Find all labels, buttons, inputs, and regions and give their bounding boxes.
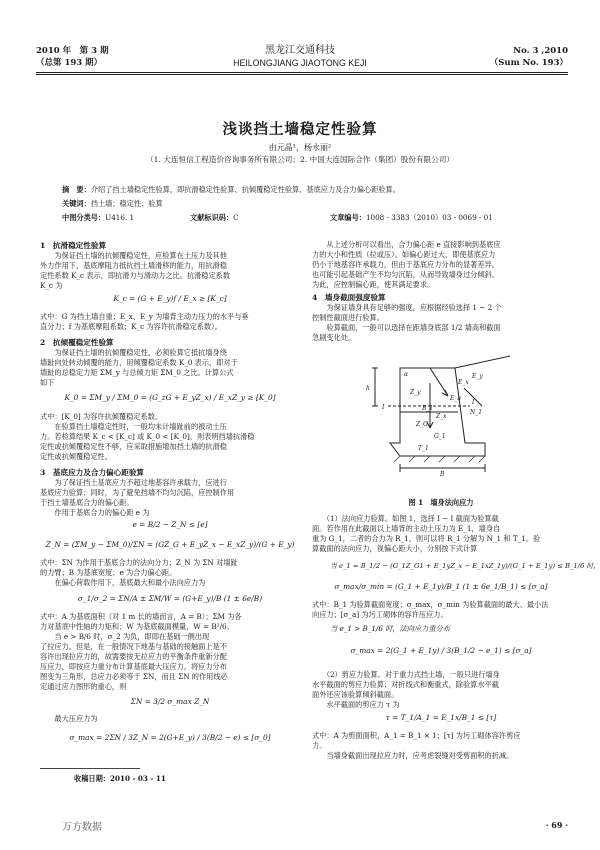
footnote-rule — [40, 768, 140, 769]
text-line: 直分力；f 为基底摩阻系数；K_c 为容许抗滑稳定系数）。 — [40, 322, 222, 331]
equation-2: K_0 = ΣM_y / ΣM_0 = (G_zG + E_yZ_x) / E_xZ_y ≥ [K_0] — [64, 393, 276, 402]
equation-10: σ_max = 2(G_1 + E_1y) / 3(B_1/2 − e_1) ≤ [σ_a] — [350, 646, 532, 655]
text-line: 当 e > B/6 时，σ_2 为负，即即在基础一侧出现 — [40, 632, 210, 641]
text-line: 作用于基底合力的偏心距 e 为 — [40, 508, 150, 517]
right-intro — [312, 240, 570, 290]
text-line: 定性或抗倾覆稳定性不够，应采取措施增加挡土墙的抗滑稳 — [40, 442, 227, 451]
section-1-body — [40, 251, 300, 291]
text-line: 力的大小和性质（拉或压）。如偏心距过大，即使基底应力 — [312, 250, 496, 259]
header-sum-no: （Sum No. 193） — [489, 58, 568, 68]
text-line: 压应力，即按应力重分布计算基底最大压应力，将应力分布 — [40, 662, 227, 671]
text-line: 式中：[K_0] 为容许抗倾覆稳定系数。 — [40, 412, 163, 421]
section-2-notes — [40, 412, 300, 462]
text-line: 了拉应力。但是，在一般情况下地基与基础的接触面上是不 — [40, 642, 227, 651]
document-code — [190, 213, 239, 223]
text-line: 向应力；[σ_a] 为圬工砌体的容许压应力。 — [312, 610, 448, 619]
text-line: 容许出现拉应力的，故需要按无拉应力的平衡条件重新分配 — [40, 652, 227, 661]
clc-label: 中图分类号： — [62, 213, 106, 222]
text-line: 为保证墙身具有足够的强度，应根据经验选择 1 ~ 2 个 — [312, 303, 502, 312]
section-1-title: 1 抗滑稳定性验算 — [40, 241, 107, 250]
normal-stress-notes — [312, 600, 570, 620]
text-line: 当墙身截面出现拉应力时，应考虑裂缝对受剪面积的折减。 — [312, 751, 514, 760]
text-line: 验算截面，一般可以选择在距墙身底部 1/2 墙高和截面 — [312, 323, 501, 332]
equation-9: σ_max/σ_min = (G_1 + E_1y)/B_1 (1 ± 6e_1/B_1) ≤ [σ_a] — [334, 582, 548, 591]
label-g1: G_1 — [434, 433, 446, 440]
text-line: 式中：A 为剪面面积，A_1 = B_1 × 1；[τ] 为圬工砌体容许剪应 — [312, 731, 521, 740]
text-line: 外力作用下，基底摩阻力抵抗挡土墙滑移的能力，用抗滑稳 — [40, 261, 227, 270]
text-line: （2）剪应力验算。对于重力式挡土墙，一般只进行墙身 — [312, 670, 500, 679]
force-arrow-ea — [430, 368, 448, 396]
label-ex: E_x — [458, 379, 469, 386]
keywords-label: 关键词： — [62, 199, 91, 208]
equation-8: 当 e_1 = B_1/2 − (G_1Z_G1 + E_1yZ_x − E_1xZ_1y)/(G_1 + E_1y) ≤ B_1/6 时， — [330, 562, 600, 570]
text-line: 定通过应力图形的重心，则 — [40, 682, 127, 691]
text-line: 水平截面的剪应力 τ 为 — [312, 700, 400, 709]
text-line: 为保证挡土墙的抗倾覆稳定性，应检算在土压力及其他 — [40, 251, 227, 260]
text-line: 在验算挡土墙稳定性时，一般均未计墙趾前的被动土压 — [40, 422, 227, 431]
text-line: 在偏心荷载作用下，基底最大和最小法向应力为 — [40, 578, 206, 587]
text-line: 力。 — [312, 741, 327, 750]
text-line: K_c 为 — [40, 281, 63, 290]
text-line: 算截面的法向应力，视偏心距大小，分别按下式计算 — [312, 544, 478, 553]
abstract-text: 介绍了挡土墙稳定性验算，即抗滑稳定性验算、抗倾覆稳定性验算、基底应力及合力偏心距验算。 — [90, 185, 400, 194]
watermark: 万方数据 — [62, 822, 102, 833]
text-line: 墙趾向处转动倾覆的能力，用倾覆稳定系数 K_0 表示，即对于 — [40, 358, 238, 367]
text-line: 水平截面的剪应力验算；对折线式和衡重式，除验算水平截 — [312, 680, 499, 689]
text-line: 重为 G_1，二者的合力为 R_1，则可以将 R_1 分解为 N_1 和 T_1。验 — [312, 534, 541, 543]
text-line: 也可能引起基础产生不均匀沉陷，从而导致墙身过分倾斜。 — [312, 270, 499, 279]
text-line: 于挡土墙基底合力的偏心距。 — [40, 498, 134, 507]
label-zy: Z_y — [410, 389, 421, 396]
equation-6: ΣN = 3/2 σ_max Z_N — [130, 697, 210, 706]
clc-number — [62, 213, 134, 223]
header-issue-no: No. 3 ,2010 — [513, 46, 568, 56]
text-line: 面外还应该验算倾斜截面。 — [312, 690, 399, 699]
keywords-text: 挡土墙；稳定性；验算 — [90, 199, 163, 208]
section-2-title: 2 抗倾覆稳定性验算 — [40, 338, 114, 347]
section-3-body — [40, 478, 300, 518]
section-4-title: 4 墙身截面强度验算 — [312, 293, 386, 302]
text-line: 图变为三角形，总应力必须等于 ΣN，而且 ΣN 的作用线必 — [40, 672, 228, 681]
section-2-body — [40, 348, 300, 388]
figure-wall-stress — [360, 348, 530, 478]
text-line: 基底应力验算；同时，为了避免挡墙不均匀沉陷，应控制作用 — [40, 488, 235, 497]
section-3-notes — [40, 558, 300, 588]
text-line: 的力臂；B 为基底宽度；e 为合力偏心距。 — [40, 568, 177, 577]
text-line: 力。若检算结果 K_c < [K_c] 或 K_0 < [K_0]，则表明挡墙抗滑稳 — [40, 432, 255, 441]
text-line: 急剧变化处。 — [312, 333, 356, 342]
equation-7: σ_max = 2ΣN / 3Z_N = 2(G+E_y) / 3(B/2 − e) ≤ [σ_0] — [69, 733, 271, 742]
equation-1: K_c = (G + E_y)f / E_x ≥ [K_c] — [113, 294, 227, 303]
text-line: 控制性截面进行验算。 — [312, 313, 384, 322]
label-b1: B_1 — [422, 405, 434, 412]
text-line: 为此，应控制偏心距，使其满足要求。 — [312, 280, 435, 289]
label-n1: N_1 — [470, 409, 483, 416]
header-rule-second — [36, 74, 568, 75]
text-line: 式中：B_1 为验算截面宽度；σ_max，σ_min 为验算截面的最大、最小法 — [312, 600, 549, 609]
text-line: 为了保证挡土基底应力不超过地基容许承载力，应进行 — [40, 478, 227, 487]
equation-3: e = B/2 − Z_N ≤ [e] — [132, 520, 208, 529]
backfill-line — [455, 356, 510, 368]
text-line: 式中：G 为挡土墙自重；E_x、E_y 为墙背主动力压力的水平与垂 — [40, 312, 249, 321]
text-line: 面。若作用在此截面以上墙背的主动土压力为 E_1，墙身自 — [312, 524, 501, 533]
label-zx: Z_x — [436, 413, 447, 420]
text-line: 力对基底中性轴的力矩和；W 为基底截面模量，W = B²/6。 — [40, 622, 234, 631]
id-label: 文章编号： — [330, 213, 366, 222]
equation-5: σ_1/σ_2 = ΣN/A ± ΣM/W = (G+E_y)/B (1 ± 6e/B) — [77, 594, 263, 603]
text-line: 为保证挡土墙的抗倾覆稳定性，必须验算它抵抗墙身绕 — [40, 348, 227, 357]
keywords — [62, 199, 163, 209]
article-affiliation: （1. 大连恒信工程造价咨询事务所有限公司；2. 中国大连国际合作（集团）股份有限公司） — [146, 155, 454, 164]
equation-11: τ = T_1/A_1 = E_1x/B_1 ≤ [τ] — [385, 713, 497, 722]
text-line: 如下 — [40, 378, 55, 387]
received-date: 收稿日期：2010 - 03 - 11 — [74, 774, 166, 783]
page-number: · 69 · — [545, 820, 568, 830]
text-line: 式中：A 为基底面积（对 1 m 长的墙而言，A = B）；ΣM 为各 — [40, 612, 242, 621]
text-line: 仍小于地基容许承载力，但由于基底应力分布的显著差异， — [312, 260, 499, 269]
label-ey: E_y — [472, 373, 483, 380]
text-line: 定性或抗倾覆稳定性。 — [40, 452, 112, 461]
clc-value: U416. 1 — [105, 213, 135, 222]
abstract-label: 摘 要： — [62, 185, 91, 194]
text-line: 墙趾的总稳定力矩 ΣM_y 与总倾力矩 ΣM_0 之比。计算公式 — [40, 368, 234, 377]
text-line: 式中：ΣN 为作用于基底合力的法向分力；Z_N 为 ΣN 对墙趾 — [40, 558, 238, 567]
article-title: 浅谈挡土墙稳定性验算 — [222, 121, 378, 138]
label-b: B — [440, 471, 445, 478]
label-ea: E_a — [450, 395, 461, 402]
text-line: 从上述分析可以看出，合力偏心距 e 直接影响到基底应 — [312, 240, 501, 249]
equation-10-intro: 当 e_1 > B_1/6 时，法向应力重分布 — [330, 624, 450, 633]
shear-stress-section — [312, 670, 570, 710]
abstract — [62, 185, 400, 195]
section-3-title: 3 基底应力及合力偏心距验算 — [40, 468, 145, 477]
doc-label: 文献标识码： — [190, 213, 234, 222]
journal-name-en: HEILONGJIANG JIAOTONG KEJI — [233, 58, 367, 68]
max-stress-intro: 最大压应力为 — [40, 714, 98, 723]
section-3-notes-2 — [40, 612, 300, 692]
journal-name-cn: 黑龙江交通科技 — [265, 45, 335, 56]
label-alpha: α — [404, 371, 409, 378]
label-i-left: I — [382, 404, 385, 411]
label-zg: Z_G — [416, 421, 428, 428]
id-value: 1008 - 3383（2010）03 - 0069 - 01 — [365, 213, 493, 222]
label-t1: T_1 — [418, 445, 429, 452]
text-line: （1）法向应力验算。如图 1，选择 I − I 截面为验算截 — [312, 514, 499, 523]
doc-value: C — [233, 213, 239, 222]
article-id — [330, 213, 493, 223]
label-h: h — [366, 385, 370, 392]
shear-stress-notes — [312, 731, 570, 761]
label-i-right: I — [472, 399, 475, 406]
header-year-issue: 2010 年 第 3 期 — [36, 46, 109, 56]
equation-4: Z_N = (ΣM_y − ΣM_0)/ΣN = (GZ_G + E_yZ_x − E_xZ_y)/(G + E_y) — [45, 540, 295, 549]
text-line: 定性系数 K_c 表示，即抗滑力与滑动力之比。抗滑稳定系数 — [40, 271, 231, 280]
section-4-body — [312, 303, 570, 343]
header-total-issue: （总第 193 期） — [36, 58, 103, 68]
article-authors: 由元晶¹，杨永丽² — [268, 143, 332, 152]
figure-caption: 图 1 墙身法向应力 — [408, 498, 474, 507]
header-rule — [36, 72, 568, 73]
normal-stress-section — [312, 514, 570, 554]
section-1-notes — [40, 312, 300, 332]
